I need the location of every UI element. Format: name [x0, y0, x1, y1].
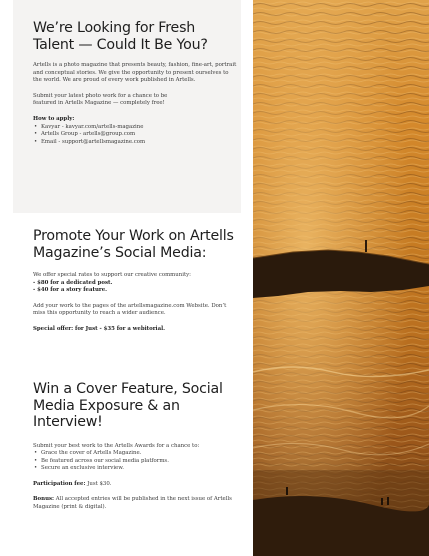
section-social-media — [33, 228, 238, 334]
section-title-social-media: Promote Your Work on Artells Magazine’s Social Media: — [33, 228, 234, 261]
benefit-cover: • Grace the cover of Artells Magazine. — [33, 450, 238, 458]
participation-fee — [33, 481, 238, 489]
fee-value: Just $30. — [85, 480, 112, 487]
submit-paragraph: Submit your latest photo work for a chance to be featured in Artells Magazine — completely free! — [33, 92, 168, 107]
section-fresh-talent — [33, 20, 238, 146]
section-cover-feature — [33, 381, 238, 512]
benefit-interview: • Secure an exclusive interview. — [33, 465, 238, 473]
how-to-apply-list — [33, 124, 238, 147]
rate-story-feature: - $40 for a story feature. — [33, 287, 108, 294]
awards-benefits-list — [33, 450, 238, 473]
section-title-cover-feature: Win a Cover Feature, Social Media Exposure & an Interview! — [33, 381, 223, 430]
intro-paragraph: Artells is a photo magazine that presents beauty, fashion, fine-art, portrait and conceptual stories. We give the opportunity to present ourselves to the world. We are proud of every work published in Artells. — [33, 62, 237, 84]
website-paragraph: Add your work to the pages of the artellsmagazine.com Website. Don’t miss this opportunity to reach a wider audience. — [33, 302, 227, 317]
special-offer: Special offer: for Just - $35 for a webitorial. — [33, 325, 166, 332]
bonus-label: Bonus: — [33, 496, 55, 503]
apply-group-email[interactable]: • Artells Group - artells@group.com — [33, 131, 238, 139]
apply-kavyar-link[interactable]: • Kavyar - kavyar.com/artells-magazine — [33, 124, 238, 132]
rate-dedicated-post: - $80 for a dedicated post. — [33, 279, 113, 286]
awards-intro: Submit your best work to the Artells Awards for a chance to: — [33, 442, 200, 449]
bonus-text: All accepted entries will be published in the next issue of Artells Magazine (print & digital). — [33, 496, 232, 511]
section-title-fresh-talent: We’re Looking for Fresh Talent — Could It Be You? — [33, 20, 208, 53]
sunset-sea-photo — [253, 0, 429, 556]
fee-label: Participation fee: — [33, 480, 86, 487]
benefit-social: • Be featured across our social media platforms. — [33, 458, 238, 466]
rates-intro: We offer special rates to support our creative community: — [33, 272, 191, 278]
apply-support-email[interactable]: • Email - support@artellsmagazine.com — [33, 139, 238, 147]
sea-illustration — [253, 0, 429, 556]
bonus-paragraph — [33, 496, 238, 511]
how-to-apply-label: How to apply: — [33, 115, 75, 122]
